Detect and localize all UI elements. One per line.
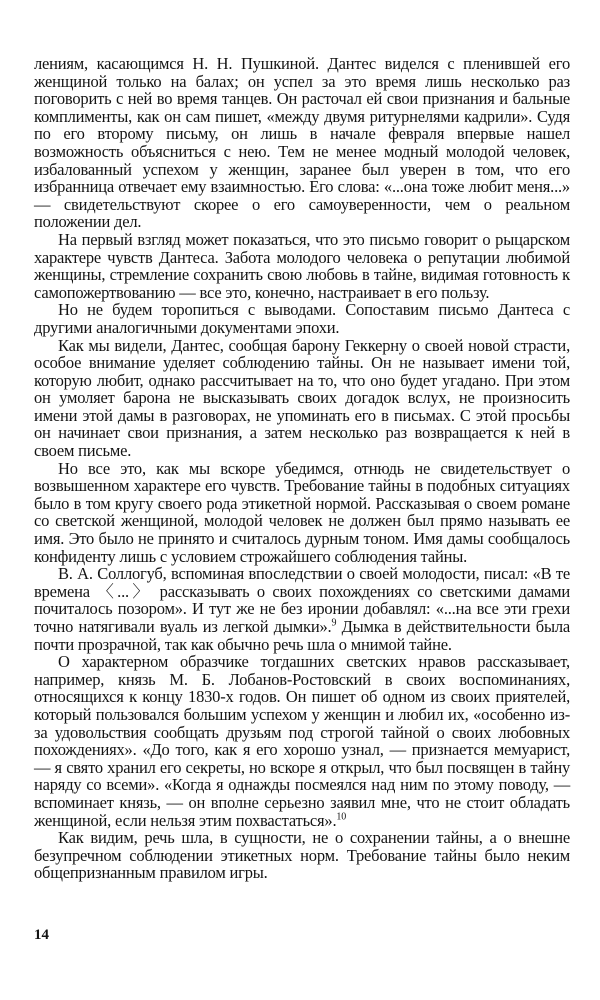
- footnote-ref-10: 10: [336, 811, 346, 823]
- paragraph-6: [34, 565, 570, 653]
- paragraph-7: [34, 653, 570, 829]
- paragraph-8: Как видим, речь шла, в сущности, не о сохранении тайны, а о внешне безупречном соблюдении этикетных норм. Требование тайны было неким общепризнанным правилом игры.: [34, 828, 570, 883]
- page-number: 14: [34, 927, 49, 943]
- paragraph-6-text: В. А. Соллогуб, вспоминая впоследствии о своей молодости, писал: «В те времена 〈...〉 рассказывать о своих похождениях со светскими дамами почиталось позором». И тут же не без иронии добавлял: «...на все эти грехи точно натягивали вуаль из легкой дымки».: [34, 564, 570, 636]
- paragraph-4: Как мы видели, Дантес, сообщая барону Геккерну о своей новой страсти, особое внимание уделяет соблюдению тайны. Он не называет имени той, которую любит, однако рассчитывает на то, что оно будет угадано. При этом он умоляет барона не высказывать своих догадок вслух, не произносить имени этой дамы в разговорах, не упоминать его в письмах. С этой просьбы он начинает свои признания, а затем несколько раз возвращается к ней в своем письме.: [34, 335, 570, 461]
- paragraph-5: Но все это, как мы вскоре убедимся, отнюдь не свидетельствует о возвышенном характере его чувств. Требование тайны в подобных ситуациях было в том кругу своего рода этикетной нормой. Рассказывая о своем романе со светской женщиной, молодой человек не должен был прямо называть ее имя. Это было не принято и считалось дурным тоном. Имя дамы сообщалось конфиденту лишь с условием строжайшего соблюдения тайны.: [34, 458, 570, 566]
- body-text: [34, 55, 570, 882]
- paragraph-3: Но не будем торопиться с выводами. Сопоставим письмо Дантеса с другими аналогичными документами эпохи.: [34, 300, 570, 337]
- footnote-ref-9: 9: [331, 617, 337, 629]
- paragraph-1: лениям, касающимся Н. Н. Пушкиной. Дантес виделся с пленившей его женщиной только на балах; он успел за это время лишь несколько раз поговорить с ней во время танцев. Он расточал ей свои признания и бальные комплименты, как он сам пишет, «между двумя ритурнелями кадрили». Судя по его второму письму, он лишь в начале февраля впервые нашел возможность объясниться с нею. Тем не менее модный молодой человек, избалованный успехом у женщин, заранее был уверен в том, что его избранница отвечает ему взаимностью. Его слова: «...она тоже любит меня...» — свидетельствуют скорее о его самоуверенности, чем о реальном положении дел.: [34, 54, 570, 232]
- paragraph-7-text: О характерном образчике тогдашних светских нравов рассказывает, например, князь М. Б. Лобанов-Ростовский в своих воспоминаниях, относящихся к концу 1830-х годов. Он пишет об одном из своих приятелей, который пользовался большим успехом у женщин и любил их, «особенно из-за удовольствия сообщать друзьям под строгой тайной о своих любовных похождениях». «До того, как я его хорошо узнал, — признается мемуарист, — я свято хранил его секреты, но вскоре я открыл, что был посвящен в тайну наряду со всеми». «Когда я однажды посмеялся над ним по этому поводу, — вспоминает князь, — он вполне серьезно заявил мне, что не стоит обладать женщиной, если нельзя этим похвастаться».: [34, 652, 570, 830]
- paragraph-2: На первый взгляд может показаться, что это письмо говорит о рыцарском характере чувств Дантеса. Забота молодого человека о репутации любимой женщины, стремление сохранить свою любовь в тайне, видимая готовность к самопожертвованию — все это, конечно, настраивает в его пользу.: [34, 229, 570, 302]
- paragraph-6-tail: Дымка в действительности была почти прозрачной, так как обычно речь шла о мнимой тайне.: [34, 617, 570, 654]
